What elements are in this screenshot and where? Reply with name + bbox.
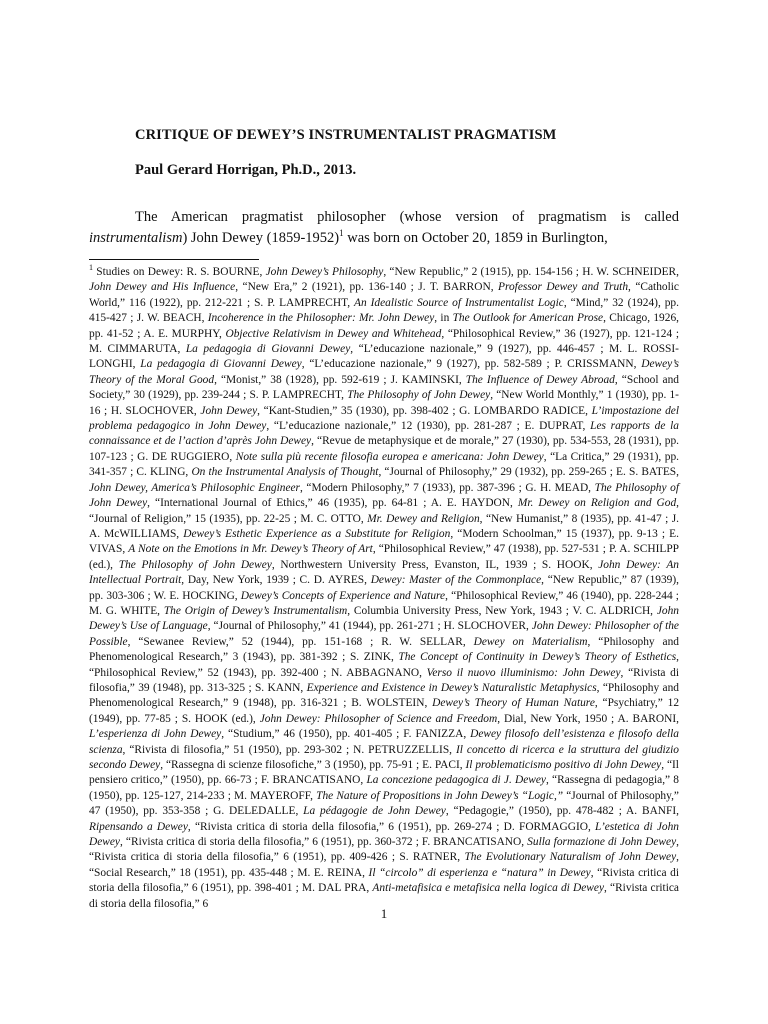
footnote-citation-title: Dewey’s Concepts of Experience and Nature [240, 589, 446, 602]
footnote-citation-text: , “Philosophical Review,” 36 (1927), pp. 121-124 ; M. CIMMARUTA, [89, 327, 679, 356]
footnote-citation-title: The Outlook for American Prose [452, 312, 604, 325]
footnote-citation-title: Sulla formazione di John Dewey [527, 836, 677, 849]
footnote-citation-text: , “Catholic World,” 116 (1922), pp. 212-221 ; S. P. LAMPRECHT, [89, 281, 679, 309]
footnote-citation-text: , “L’educazione nazionale,” 12 (1930), pp. 281-287 ; E. DUPRAT, [266, 420, 591, 433]
footnote-citation-text: , “Journal of Philosophy,” 41 (1944), pp. 261-271 ; H. SLOCHOVER, [207, 620, 532, 633]
footnote-citation-text: , “Philosophical Review,” 52 (1943), pp. 392-400 ; N. ABBAGNANO, [89, 651, 679, 679]
document-author: Paul Gerard Horrigan, Ph.D., 2013. [135, 162, 357, 178]
footnote-text [89, 263, 680, 910]
footnote-citation-text: , “Journal of Religion,” 15 (1935), pp. 22-25 ; M. C. OTTO, [89, 497, 680, 525]
footnote-citation-title: Dewey: Master of the Commonplace [370, 574, 542, 587]
footnote-citation-title: Experience and Existence in Dewey’s Naturalistic Metaphysics [306, 681, 597, 694]
footnote-reference[interactable]: 1 [339, 228, 344, 239]
document-title: CRITIQUE OF DEWEY’S INSTRUMENTALIST PRAGMATISM [135, 127, 557, 143]
body-paragraph [89, 207, 679, 249]
footnote-citation-text: , “Rivista di filosofia,” 51 (1950), pp. 293-302 ; N. PETRUZZELLIS, [122, 743, 456, 756]
footnote-citation-title: An Idealistic Source of Instrumentalist Logic [354, 296, 564, 309]
footnote-citation-text: , “Journal of Philosophy,” 29 (1932), pp. 259-265 ; E. S. BATES, [378, 466, 679, 479]
footnote-citation-title: L’impostazione del problema pedagogico in John Dewey [89, 404, 679, 433]
footnote-citation-text: , “New Republic,” 87 (1939), pp. 303-306 ; W. E. HOCKING, [89, 574, 679, 602]
footnote-citation-text: , “Rivista critica di storia della filosofia,” 6 [89, 882, 679, 910]
footnote-citation-text: , “Studium,” 46 (1950), pp. 401-405 ; F. FANIZZA, [221, 728, 471, 741]
footnote-citation-text: , “New Republic,” 2 (1915), pp. 154-156 ; H. W. SCHNEIDER, [383, 266, 679, 278]
footnote-citation-title: Mr. Dewey on Religion and God [517, 497, 677, 510]
footnote-citation-text: , “Modern Schoolman,” 15 (1937), pp. 9-13 ; E. VIVAS, [89, 527, 679, 556]
footnote-citation-title: The Philosophy of John Dewey [118, 558, 272, 571]
footnote-citation-title: Dewey’s Theory of the Moral Good [89, 358, 679, 386]
footnote-citation-text: , “Kant-Studien,” 35 (1930), pp. 398-402 ; G. LOMBARDO RADICE, [257, 404, 592, 417]
footnote-citation-text: , Chicago, 1926, pp. 41-52 ; A. E. MURPHY, [89, 312, 679, 340]
footnote-citation-title: The Influence of Dewey Abroad [465, 373, 615, 386]
page-number: 1 [380, 906, 388, 921]
footnote-citation-title: L’estetica di John Dewey [89, 820, 679, 849]
footnote-citation-title: Note sulla più recente filosofia europea e americana: John Dewey [235, 450, 544, 463]
footnote-citation-title: John Dewey: An Intellectual Portrait [89, 558, 679, 587]
footnote-citation-title: John Dewey, America’s Philosophic Engineer [89, 481, 300, 494]
footnote-citation-title: Dewey on Materialism [473, 635, 588, 648]
footnote-citation-text: , “Il pensiero critico,” (1950), pp. 66-73 ; F. BRANCATISANO, [89, 759, 679, 787]
footnote-citation-title: John Dewey: Philosopher of the Possible [89, 620, 679, 648]
footnote-citation-title: Professor Dewey and Truth [498, 281, 629, 294]
footnote-citation-title: On the Instrumental Analysis of Thought [191, 466, 379, 479]
footnote-citation-title: Il “circolo” di esperienza e “natura” in Dewey [368, 866, 591, 879]
footnote-citation-text: , Columbia University Press, New York, 1943 ; V. C. ALDRICH, [347, 604, 657, 617]
footnote-citation-text: , “Pedagogie,” (1950), pp. 478-482 ; A. BANFI, [445, 805, 679, 818]
footnote-citation-title: John Dewey: Philosopher of Science and Freedom [259, 712, 498, 725]
footnote-citation-text: , “La Critica,” 29 (1931), pp. 341-357 ; C. KLING, [89, 450, 679, 479]
footnote-citation-text: , Northwestern University Press, Evanston, IL, 1939 ; S. HOOK, [271, 558, 599, 571]
footnote-separator [89, 259, 259, 260]
footnote-citation-title: La pedagogia di Giovanni Dewey [185, 343, 351, 356]
footnote-citation-title: A Note on the Emotions in Mr. Dewey’s Theory of Art [128, 543, 373, 556]
body-text-italic: instrumentalism [89, 230, 183, 246]
footnote-citation-title: Dewey’s Theory of Human Nature [432, 697, 595, 710]
footnote-citation-title: The Philosophy of John Dewey [89, 481, 679, 510]
footnote-citation-text: , “Philosophy and Phenomenological Research,” 3 (1943), pp. 381-392 ; S. ZINK, [89, 635, 679, 664]
footnote-citation-text: , “L’educazione nazionale,” 9 (1927), pp. 446-457 ; M. L. ROSSI-LONGHI, [89, 343, 679, 371]
footnote-citation-text: R. S. BOURNE, [186, 266, 266, 278]
footnote-citation-title: The Origin of Dewey’s Instrumentalism [163, 604, 348, 617]
footnote-citation-text: , “Rivista critica di storia della filosofia,” 6 (1951), pp. 409-426 ; S. RATNER, [89, 836, 679, 864]
body-text-part: The American pragmatist philosopher (whose version of pragmatism is called [135, 209, 679, 225]
footnote-citation-title: The Philosophy of John Dewey [347, 389, 491, 402]
footnote-citation-title: Incoherence in the Philosopher: Mr. John Dewey [207, 312, 435, 325]
footnote-lead: Studies on Dewey: [93, 266, 187, 278]
footnote-citation-title: Verso il nuovo illuminismo: John Dewey [426, 666, 621, 679]
footnote-citation-text: , “Social Research,” 18 (1951), pp. 435-448 ; M. E. REINA, [89, 851, 680, 879]
footnote-marker: 1 [89, 263, 93, 273]
footnote-citation-text: , “Modern Philosophy,” 7 (1933), pp. 387-396 ; G. H. MEAD, [300, 481, 595, 494]
footnote-citation-text: , “Rivista critica di storia della filosofia,” 6 (1951), pp. 269-274 ; D. FORMAGGIO, [187, 820, 596, 833]
footnote-citation-title: Mr. Dewey and Religion [367, 512, 480, 525]
footnote-citation-title: Anti-metafisica e metafisica nella logica di Dewey [372, 882, 605, 895]
footnote-citation-text: , “Rassegna di scienze filosofiche,” 3 (1950), pp. 75-91 ; E. PACI, [160, 759, 466, 771]
footnote-citation-text: , “Mind,” 32 (1924), pp. 415-427 ; J. W. BEACH, [89, 296, 679, 325]
footnote-citation-text: , “Rivista di filosofia,” 39 (1948), pp. 313-325 ; S. KANN, [89, 666, 680, 694]
footnote-citation-title: Il problematicismo positivo di John Dewey [465, 759, 662, 771]
footnote-citation-title: L’esperienza di John Dewey [89, 728, 222, 741]
footnote-citation-text: , Dial, New York, 1950 ; A. BARONI, [497, 712, 679, 725]
footnote-citation-title: John Dewey [200, 404, 258, 417]
footnote-citation-title: La concezione pedagogica di J. Dewey [366, 774, 546, 787]
body-text-part: was born on October 20, 1859 in Burlington, [343, 230, 608, 246]
footnote-citation-title: John Dewey and His Influence [89, 281, 236, 294]
footnote-citation-text: , “Rivista critica di storia della filosofia,” 6 (1951), pp. 360-372 ; F. BRANCATISANO, [120, 836, 528, 849]
footnote-citation-text: , “Revue de metaphysique et de morale,” 27 (1930), pp. 534-553, 28 (1931), pp. 107-123 ; G. DE RUGGIERO, [89, 435, 679, 463]
footnote-citation-text: , “Rassegna di pedagogia,” 8 (1950), pp. 125-127, 214-233 ; M. MAYEROFF, [89, 774, 679, 802]
footnote-citation-text: , “Psychiatry,” 12 (1949), pp. 77-85 ; S. HOOK (ed.), [89, 697, 680, 725]
footnote-citation-title: The Concept of Continuity in Dewey’s Theory of Esthetics [398, 651, 677, 664]
footnote-citation-text: , “Monist,” 38 (1928), pp. 592-619 ; J. KAMINSKI, [214, 373, 466, 386]
footnote-citation-text: , “New Humanist,” 8 (1935), pp. 41-47 ; J. A. McWILLIAMS, [89, 512, 679, 540]
footnote-citation-title: John Dewey’s Use of Language [89, 604, 679, 633]
footnote-citation-text: , “School and Society,” 30 (1929), pp. 239-244 ; S. P. LAMPRECHT, [89, 373, 680, 402]
footnote-citation-text: “Journal of Philosophy,” 47 (1950), pp. 353-358 ; G. DELEDALLE, [89, 789, 679, 818]
footnote-citation-title: Dewey filosofo dell’esistenza e filosofo della scienza [89, 728, 679, 756]
footnote-citation-title: Les rapports de la connaissance et de l’action d’après John Dewey [89, 420, 679, 448]
footnote-citation-text: , “International Journal of Ethics,” 46 (1935), pp. 64-81 ; A. E. HAYDON, [147, 497, 518, 510]
footnote-citation-text: , “Philosophical Review,” 47 (1938), pp. 527-531 ; P. A. SCHILPP (ed.), [89, 543, 679, 571]
footnote-citation-title: La pédagogie de John Dewey [303, 805, 446, 818]
body-text-part: ) John Dewey (1859-1952) [182, 230, 340, 246]
footnote-citation-text: , in [434, 312, 453, 325]
footnote-citation-text: , “L’educazione nazionale,” 9 (1927), pp. 582-589 ; P. CRISSMANN, [301, 358, 642, 371]
footnote-citation-title: Ripensando a Dewey [89, 820, 188, 833]
footnote-citation-text: , “Sewanee Review,” 52 (1944), pp. 151-168 ; R. W. SELLAR, [127, 635, 474, 648]
footnote-citation-title: La pedagogia di Giovanni Dewey [140, 358, 302, 371]
footnote-citation-text: , “Philosophical Review,” 46 (1940), pp. 228-244 ; M. G. WHITE, [89, 589, 679, 617]
footnote-citation-title: The Nature of Propositions in John Dewey’s “Logic,” [316, 789, 564, 802]
footnote-citation-title: The Evolutionary Naturalism of John Dewey [464, 851, 677, 864]
footnote-citation-title: Objective Relativism in Dewey and Whitehead [225, 327, 442, 340]
footnote-citation-title: John Dewey’s Philosophy [265, 266, 384, 278]
footnote-citation-text: , “Philosophy and Phenomenological Research,” 9 (1948), pp. 316-321 ; B. WOLSTEIN, [89, 681, 679, 710]
footnote-citation-text: , “Rivista critica di storia della filosofia,” 6 (1951), pp. 398-401 ; M. DAL PRA, [89, 866, 679, 895]
footnote-citation-text: , Day, New York, 1939 ; C. D. AYRES, [181, 574, 371, 587]
footnote-citation-text: , “New World Monthly,” 1 (1930), pp. 1-16 ; H. SLOCHOVER, [89, 389, 679, 417]
footnote-citation-text: , “New Era,” 2 (1921), pp. 136-140 ; J. T. BARRON, [235, 281, 499, 294]
footnote-citation-title: Il concetto di ricerca e la struttura del giudizio secondo Dewey [89, 743, 679, 771]
footnote-citation-title: Dewey’s Esthetic Experience as a Substitute for Religion [183, 527, 451, 540]
